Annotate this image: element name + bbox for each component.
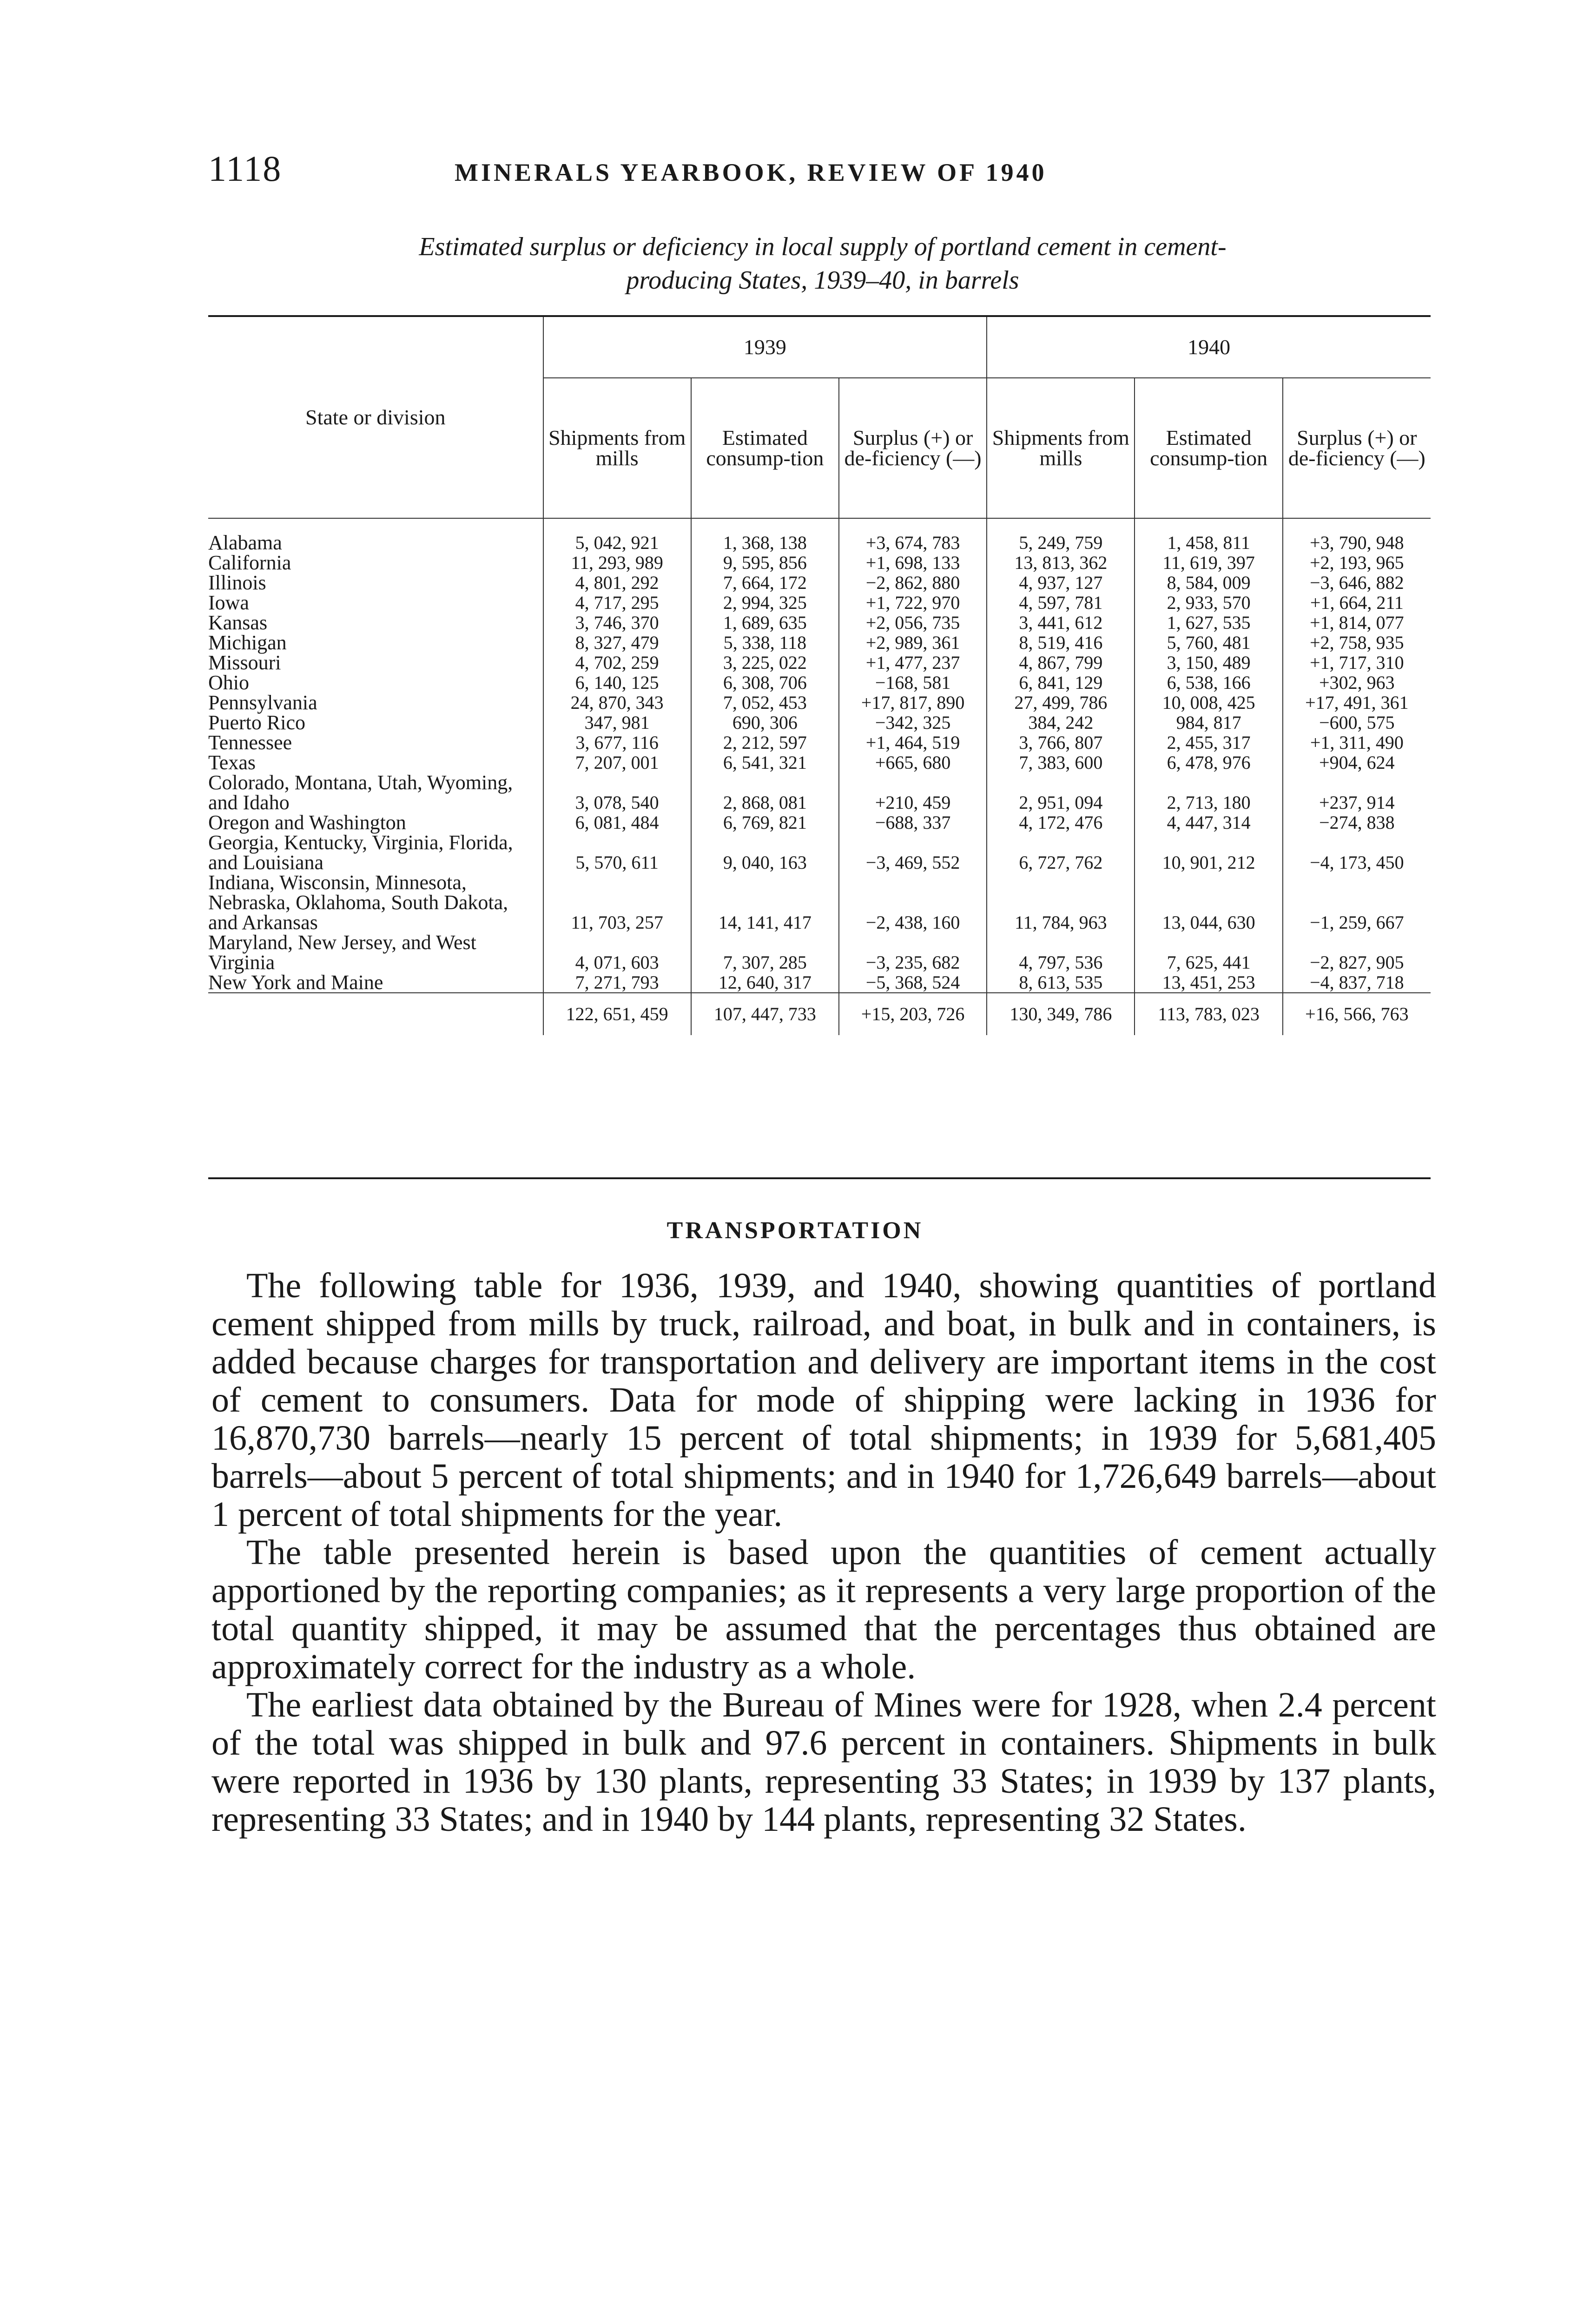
value-cell: 5, 249, 759	[987, 518, 1135, 553]
value-cell: 1, 689, 635	[691, 613, 839, 633]
value-cell: +302, 963	[1283, 673, 1431, 693]
total-row	[208, 993, 1431, 1035]
value-cell: 2, 713, 180	[1135, 772, 1282, 812]
table-row	[208, 693, 1431, 713]
table-row	[208, 573, 1431, 593]
table-row	[208, 872, 1431, 932]
paragraph: The earliest data obtained by the Bureau of Mines were for 1928, when 2.4 percent of the total was shipped in bulk and 97.6 percent in containers. Shipments in bulk were reported in 1936 by 130 plants, representing 33 States; in 1939 by 137 plants, representing 33 States; and in 1940 by 144 plants, representing 32 States.	[211, 1685, 1436, 1839]
value-cell: −2, 862, 880	[839, 573, 987, 593]
table-row	[208, 753, 1431, 772]
value-cell: 9, 595, 856	[691, 553, 839, 573]
value-cell: +1, 311, 490	[1283, 733, 1431, 753]
value-cell: 13, 813, 362	[987, 553, 1135, 573]
value-cell: 7, 383, 600	[987, 753, 1135, 772]
value-cell: −4, 173, 450	[1283, 832, 1431, 872]
table-row	[208, 713, 1431, 733]
value-cell: 6, 140, 125	[543, 673, 691, 693]
state-cell: Michigan	[208, 631, 287, 654]
table-body	[208, 518, 1431, 1035]
paragraph: The table presented herein is based upon the quantities of cement actually apportioned by the reporting companies; as it represents a very large proportion of the total quantity shipped, it may be assumed that the percentages thus obtained are approximately correct for the industry as a whole.	[211, 1533, 1436, 1686]
value-cell: 8, 519, 416	[987, 633, 1135, 653]
value-cell: 1, 458, 811	[1135, 518, 1282, 553]
value-cell: 6, 541, 321	[691, 753, 839, 772]
table-row	[208, 633, 1431, 653]
value-cell: −274, 838	[1283, 812, 1431, 832]
value-cell: 5, 760, 481	[1135, 633, 1282, 653]
value-cell: 984, 817	[1135, 713, 1282, 733]
value-cell: −600, 575	[1283, 713, 1431, 733]
value-cell: 8, 584, 009	[1135, 573, 1282, 593]
value-cell: 1, 627, 535	[1135, 613, 1282, 633]
value-cell: 27, 499, 786	[987, 693, 1135, 713]
value-cell: 3, 150, 489	[1135, 653, 1282, 673]
value-cell: 11, 619, 397	[1135, 553, 1282, 573]
value-cell: +17, 817, 890	[839, 693, 987, 713]
value-cell: 5, 338, 118	[691, 633, 839, 653]
table-bottom-rule	[208, 1177, 1431, 1179]
value-cell: +1, 814, 077	[1283, 613, 1431, 633]
value-cell: −5, 368, 524	[839, 972, 987, 993]
value-cell: 4, 447, 314	[1135, 812, 1282, 832]
value-cell: 24, 870, 343	[543, 693, 691, 713]
value-cell: 2, 994, 325	[691, 593, 839, 613]
state-cell: Pennsylvania	[208, 691, 317, 714]
state-cell: Oregon and Washington	[208, 811, 406, 834]
value-cell: 2, 951, 094	[987, 772, 1135, 812]
value-cell: 4, 797, 536	[987, 932, 1135, 972]
table-row	[208, 593, 1431, 613]
value-cell: −2, 438, 160	[839, 872, 987, 932]
value-cell: 3, 225, 022	[691, 653, 839, 673]
value-cell: 4, 597, 781	[987, 593, 1135, 613]
value-cell: +17, 491, 361	[1283, 693, 1431, 713]
value-cell: +210, 459	[839, 772, 987, 812]
value-cell: 384, 242	[987, 713, 1135, 733]
table-row	[208, 613, 1431, 633]
value-cell: +3, 674, 783	[839, 518, 987, 553]
value-cell: 4, 867, 799	[987, 653, 1135, 673]
state-cell: Indiana, Wisconsin, Minnesota, Nebraska, Oklahoma, South Dakota, and Arkansas	[208, 871, 508, 934]
value-cell: 11, 784, 963	[987, 872, 1135, 932]
column-header-shipments: Shipments from mills	[987, 378, 1135, 518]
value-cell: 2, 933, 570	[1135, 593, 1282, 613]
value-cell: 13, 044, 630	[1135, 872, 1282, 932]
value-cell: 1, 368, 138	[691, 518, 839, 553]
table-row	[208, 673, 1431, 693]
value-cell: 4, 702, 259	[543, 653, 691, 673]
state-cell: Puerto Rico	[208, 711, 305, 734]
value-cell: −3, 469, 552	[839, 832, 987, 872]
total-cell: +16, 566, 763	[1283, 993, 1431, 1035]
value-cell: 4, 172, 476	[987, 812, 1135, 832]
value-cell: +2, 758, 935	[1283, 633, 1431, 653]
table-row	[208, 772, 1431, 812]
value-cell: 13, 451, 253	[1135, 972, 1282, 993]
value-cell: +2, 056, 735	[839, 613, 987, 633]
state-cell: Illinois	[208, 571, 266, 594]
value-cell: +1, 722, 970	[839, 593, 987, 613]
value-cell: 2, 455, 317	[1135, 733, 1282, 753]
value-cell: 6, 308, 706	[691, 673, 839, 693]
state-cell: California	[208, 551, 291, 574]
value-cell: +1, 477, 237	[839, 653, 987, 673]
value-cell: 11, 293, 989	[543, 553, 691, 573]
value-cell: +1, 698, 133	[839, 553, 987, 573]
value-cell: 3, 078, 540	[543, 772, 691, 812]
value-cell: 4, 801, 292	[543, 573, 691, 593]
page-number: 1118	[208, 148, 282, 189]
value-cell: −688, 337	[839, 812, 987, 832]
table-row	[208, 653, 1431, 673]
value-cell: 7, 271, 793	[543, 972, 691, 993]
value-cell: 7, 207, 001	[543, 753, 691, 772]
column-header-consumption: Estimated consump-tion	[1135, 378, 1282, 518]
column-header-consumption: Estimated consump-tion	[691, 378, 839, 518]
value-cell: −168, 581	[839, 673, 987, 693]
section-heading: TRANSPORTATION	[666, 1217, 924, 1244]
value-cell: 8, 613, 535	[987, 972, 1135, 993]
value-cell: +1, 464, 519	[839, 733, 987, 753]
table-row	[208, 932, 1431, 972]
value-cell: 7, 052, 453	[691, 693, 839, 713]
value-cell: +237, 914	[1283, 772, 1431, 812]
total-cell: 130, 349, 786	[987, 993, 1135, 1035]
value-cell: 3, 441, 612	[987, 613, 1135, 633]
value-cell: 3, 746, 370	[543, 613, 691, 633]
state-cell: Tennessee	[208, 731, 292, 754]
table-row	[208, 812, 1431, 832]
value-cell: +1, 717, 310	[1283, 653, 1431, 673]
table-row	[208, 733, 1431, 753]
total-label-cell	[208, 993, 543, 1035]
state-cell: Maryland, New Jersey, and West Virginia	[208, 931, 476, 974]
table-row	[208, 518, 1431, 553]
data-table	[208, 317, 1431, 1035]
body-text	[211, 1267, 1436, 1838]
total-cell: 122, 651, 459	[543, 993, 691, 1035]
value-cell: 2, 212, 597	[691, 733, 839, 753]
value-cell: 10, 008, 425	[1135, 693, 1282, 713]
column-header-year-1940: 1940	[987, 317, 1431, 378]
value-cell: +904, 624	[1283, 753, 1431, 772]
column-header-state: State or division	[208, 317, 543, 518]
state-cell: Alabama	[208, 531, 282, 554]
value-cell: −4, 837, 718	[1283, 972, 1431, 993]
column-header-year-1939: 1939	[543, 317, 987, 378]
value-cell: 6, 769, 821	[691, 812, 839, 832]
value-cell: 11, 703, 257	[543, 872, 691, 932]
table-row	[208, 553, 1431, 573]
state-cell: Kansas	[208, 611, 268, 634]
total-cell: 107, 447, 733	[691, 993, 839, 1035]
value-cell: 5, 570, 611	[543, 832, 691, 872]
value-cell: 6, 478, 976	[1135, 753, 1282, 772]
value-cell: 5, 042, 921	[543, 518, 691, 553]
value-cell: +3, 790, 948	[1283, 518, 1431, 553]
total-cell: 113, 783, 023	[1135, 993, 1282, 1035]
value-cell: 4, 071, 603	[543, 932, 691, 972]
column-header-surplus: Surplus (+) or de-ficiency (—)	[1283, 378, 1431, 518]
value-cell: 3, 677, 116	[543, 733, 691, 753]
total-cell: +15, 203, 726	[839, 993, 987, 1035]
value-cell: −3, 235, 682	[839, 932, 987, 972]
value-cell: 6, 727, 762	[987, 832, 1135, 872]
value-cell: −342, 325	[839, 713, 987, 733]
column-header-surplus: Surplus (+) or de-ficiency (—)	[839, 378, 987, 518]
value-cell: 347, 981	[543, 713, 691, 733]
value-cell: +1, 664, 211	[1283, 593, 1431, 613]
value-cell: +665, 680	[839, 753, 987, 772]
page-header	[208, 148, 1426, 190]
value-cell: +2, 989, 361	[839, 633, 987, 653]
value-cell: 4, 717, 295	[543, 593, 691, 613]
value-cell: −3, 646, 882	[1283, 573, 1431, 593]
value-cell: 2, 868, 081	[691, 772, 839, 812]
running-title: MINERALS YEARBOOK, REVIEW OF 1940	[455, 158, 1047, 186]
state-cell: Iowa	[208, 591, 249, 614]
value-cell: 690, 306	[691, 713, 839, 733]
state-cell: Georgia, Kentucky, Virginia, Florida, and Louisiana	[208, 831, 513, 874]
value-cell: 14, 141, 417	[691, 872, 839, 932]
value-cell: 7, 664, 172	[691, 573, 839, 593]
state-cell: Colorado, Montana, Utah, Wyoming, and Idaho	[208, 771, 513, 814]
state-cell: New York and Maine	[208, 971, 383, 994]
value-cell: 7, 307, 285	[691, 932, 839, 972]
value-cell: −1, 259, 667	[1283, 872, 1431, 932]
value-cell: 6, 081, 484	[543, 812, 691, 832]
value-cell: 3, 766, 807	[987, 733, 1135, 753]
value-cell: 12, 640, 317	[691, 972, 839, 993]
caption-line-2: producing States, 1939–40, in barrels	[626, 266, 1019, 295]
state-cell: Texas	[208, 751, 256, 774]
value-cell: 8, 327, 479	[543, 633, 691, 653]
column-header-shipments: Shipments from mills	[543, 378, 691, 518]
value-cell: −2, 827, 905	[1283, 932, 1431, 972]
value-cell: 7, 625, 441	[1135, 932, 1282, 972]
caption-line-1: Estimated surplus or deficiency in local supply of portland cement in cement-	[419, 232, 1227, 261]
value-cell: 6, 538, 166	[1135, 673, 1282, 693]
value-cell: 6, 841, 129	[987, 673, 1135, 693]
value-cell: 9, 040, 163	[691, 832, 839, 872]
value-cell: 4, 937, 127	[987, 573, 1135, 593]
table-row	[208, 972, 1431, 993]
value-cell: +2, 193, 965	[1283, 553, 1431, 573]
state-cell: Missouri	[208, 651, 281, 674]
state-cell: Ohio	[208, 671, 249, 694]
paragraph: The following table for 1936, 1939, and 1940, showing quantities of portland cement shipped from mills by truck, railroad, and boat, in bulk and in containers, is added because charges for transportation and delivery are important items in the cost of cement to consumers. Data for mode of shipping were lacking in 1936 for 16,870,730 barrels—nearly 15 percent of total shipments; in 1939 for 5,681,405 barrels—about 5 percent of total shipments; and in 1940 for 1,726,649 barrels—about 1 percent of total shipments for the year.	[211, 1266, 1436, 1534]
table-caption	[232, 230, 1413, 297]
value-cell: 10, 901, 212	[1135, 832, 1282, 872]
table-row	[208, 832, 1431, 872]
